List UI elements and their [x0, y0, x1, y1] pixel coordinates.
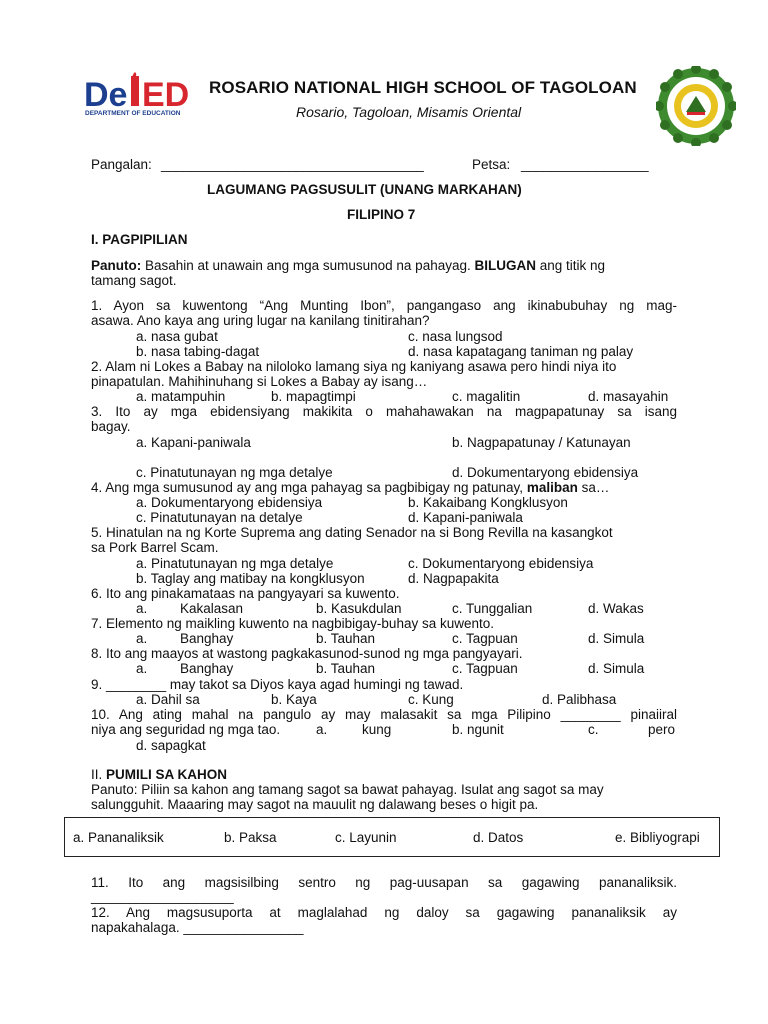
- q7-option-a-letter[interactable]: a.: [136, 631, 148, 646]
- q6-option-b[interactable]: b. Kasukdulan: [316, 601, 402, 616]
- q12-text-line2[interactable]: napakahalaga. ________________: [91, 920, 304, 935]
- q6-option-a[interactable]: Kakalasan: [180, 601, 244, 616]
- q3-option-c[interactable]: c. Pinatutunayan ng mga detalye: [136, 465, 333, 480]
- choice-a: a. Pananaliksik: [73, 830, 164, 845]
- choice-d: d. Datos: [473, 830, 524, 845]
- q5-text-line2: sa Pork Barrel Scam.: [91, 540, 219, 555]
- choice-c: c. Layunin: [335, 830, 397, 845]
- q5-text: 5. Hinatulan na ng Korte Suprema ang dating Senador na si Bong Revilla na kasangkot: [91, 525, 613, 540]
- instr-label: Panuto:: [91, 258, 142, 273]
- q2-option-d[interactable]: d. masayahin: [588, 389, 669, 404]
- school-name: ROSARIO NATIONAL HIGH SCHOOL OF TAGOLOAN: [209, 78, 637, 97]
- q10-option-c-letter[interactable]: c.: [588, 722, 599, 737]
- q1-option-b[interactable]: b. nasa tabing-dagat: [136, 344, 260, 359]
- q9-text: 9. ________ may takot sa Diyos kaya agad humingi ng tawad.: [91, 677, 464, 692]
- choice-b: b. Paksa: [224, 830, 277, 845]
- q4-option-d[interactable]: d. Kapani-paniwala: [408, 510, 523, 525]
- q9-option-b[interactable]: b. Kaya: [271, 692, 317, 707]
- q2-text-line2: pinapatulan. Mahihinuhang si Lokes a Babay ay isang…: [91, 374, 428, 389]
- q2-option-c[interactable]: c. magalitin: [452, 389, 521, 404]
- q7-option-b[interactable]: b. Tauhan: [316, 631, 376, 646]
- q4-option-a[interactable]: a. Dokumentaryong ebidensiya: [136, 495, 323, 510]
- part1-instructions-line2: tamang sagot.: [91, 273, 177, 288]
- q4-text-a: 4. Ang mga sumusunod ay ang mga pahayag sa pagbibigay ng patunay,: [91, 480, 527, 495]
- part2-instructions-line2: salungguhit. Maaaring may sagot na mauulit ng dalawang beses o higit pa.: [91, 797, 539, 812]
- q1-option-c[interactable]: c. nasa lungsod: [408, 329, 503, 344]
- q3-option-b[interactable]: b. Nagpapatunay / Katunayan: [452, 435, 631, 450]
- instr-emphasis: BILUGAN: [474, 258, 536, 273]
- q5-option-c[interactable]: c. Dokumentaryong ebidensiya: [408, 556, 594, 571]
- school-address: Rosario, Tagoloan, Misamis Oriental: [296, 104, 522, 120]
- q8-option-b[interactable]: b. Tauhan: [316, 661, 376, 676]
- q9-option-d[interactable]: d. Palibhasa: [542, 692, 617, 707]
- q7-option-d[interactable]: d. Simula: [588, 631, 645, 646]
- q2-text: 2. Alam ni Lokes a Babay na niloloko lamang siya ng kaniyang asawa pero hindi niya ito: [91, 359, 617, 374]
- q8-option-c[interactable]: c. Tagpuan: [452, 661, 518, 676]
- q1-text: 1. Ayon sa kuwentong “Ang Munting Ibon”, pangangaso ang ikinabubuhay ng mag-: [91, 298, 677, 313]
- q8-option-d[interactable]: d. Simula: [588, 661, 645, 676]
- choice-e: e. Bibliyograpi: [615, 830, 700, 845]
- name-field[interactable]: ___________________________________: [161, 157, 424, 172]
- q4-text: [91, 480, 609, 495]
- q4-emphasis: maliban: [526, 480, 578, 495]
- q5-option-b[interactable]: b. Taglay ang matibay na kongklusyon: [136, 571, 365, 586]
- q10-text: 10. Ang ating mahal na pangulo ay may malasakit sa mga Pilipino ________ pinaiiral: [91, 707, 677, 722]
- q5-option-a[interactable]: a. Pinatutunayan ng mga detalye: [136, 556, 334, 571]
- q1-option-d[interactable]: d. nasa kapatagang taniman ng palay: [408, 344, 634, 359]
- school-seal: [656, 66, 736, 146]
- q6-option-d[interactable]: d. Wakas: [588, 601, 644, 616]
- q6-option-a-letter[interactable]: a.: [136, 601, 148, 616]
- q7-option-c[interactable]: c. Tagpuan: [452, 631, 518, 646]
- q3-text-line2: bagay.: [91, 419, 131, 434]
- part1-heading: I. PAGPIPILIAN: [91, 232, 188, 247]
- q1-text-line2: asawa. Ano kaya ang uring lugar na kanilang tinitirahan?: [91, 313, 430, 328]
- exam-title: LAGUMANG PAGSUSULIT (UNANG MARKAHAN): [207, 182, 522, 197]
- q8-text: 8. Ito ang maayos at wastong pagkakasunod-sunod ng mga pangyayari.: [91, 646, 523, 661]
- instr-text-a: Basahin at unawain ang mga sumusunod na pahayag.: [141, 258, 475, 273]
- q3-option-a[interactable]: a. Kapani-paniwala: [136, 435, 251, 450]
- date-label: Petsa:: [472, 157, 511, 172]
- q6-text: 6. Ito ang pinakamataas na pangyayari sa kuwento.: [91, 586, 400, 601]
- q4-option-c[interactable]: c. Pinatutunayan na detalye: [136, 510, 303, 525]
- q8-option-a-letter[interactable]: a.: [136, 661, 148, 676]
- q5-option-d[interactable]: d. Nagpapakita: [408, 571, 499, 586]
- q6-option-c[interactable]: c. Tunggalian: [452, 601, 533, 616]
- part2-heading-text: PUMILI SA KAHON: [106, 767, 228, 782]
- q2-option-a[interactable]: a. matampuhin: [136, 389, 226, 404]
- q2-option-b[interactable]: b. mapagtimpi: [271, 389, 356, 404]
- q10-option-c[interactable]: pero: [648, 722, 676, 737]
- school-seal-icon: [656, 66, 736, 146]
- exam-subject: FILIPINO 7: [347, 207, 416, 222]
- q1-option-a[interactable]: a. nasa gubat: [136, 329, 218, 344]
- q11-answer-blank[interactable]: ___________________: [91, 889, 234, 904]
- q10-option-b[interactable]: b. ngunit: [452, 722, 504, 737]
- q9-option-a[interactable]: a. Dahil sa: [136, 692, 200, 707]
- date-field[interactable]: _________________: [521, 157, 649, 172]
- q10-option-a-letter[interactable]: a.: [316, 722, 328, 737]
- q10-option-d[interactable]: d. sapagkat: [136, 738, 206, 753]
- answer-choices-box: [64, 817, 720, 857]
- q11-text: 11. Ito ang magsisilbing sentro ng pag-uusapan sa gagawing pananaliksik.: [91, 875, 677, 890]
- q3-option-d[interactable]: d. Dokumentaryong ebidensiya: [452, 465, 639, 480]
- q3-text: 3. Ito ay mga ebidensiyang makikita o mahahawakan na magpapatunay sa isang: [91, 404, 677, 419]
- q10-option-a[interactable]: kung: [362, 722, 392, 737]
- deped-logo: [84, 70, 200, 124]
- q12-text: 12. Ang magsusuporta at maglalahad ng daloy sa gagawing pananaliksik ay: [91, 905, 677, 920]
- q9-option-c[interactable]: c. Kung: [408, 692, 454, 707]
- part2-instructions: Panuto: Piliin sa kahon ang tamang sagot sa bawat pahayag. Isulat ang sagot sa may: [91, 782, 604, 797]
- q4-text-c: sa…: [577, 480, 610, 495]
- part1-instructions: [91, 258, 605, 273]
- q7-text: 7. Elemento ng maikling kuwento na nagbibigay-buhay sa kuwento.: [91, 616, 495, 631]
- name-label: Pangalan:: [91, 157, 152, 172]
- q7-option-a[interactable]: Banghay: [180, 631, 234, 646]
- q8-option-a[interactable]: Banghay: [180, 661, 234, 676]
- part2-heading: [91, 767, 227, 782]
- deped-logo-subtext: DEPARTMENT OF EDUCATION: [85, 110, 181, 117]
- q10-text-line2: niya ang seguridad ng mga tao.: [91, 722, 281, 737]
- svg-text:ED: ED: [142, 76, 190, 114]
- part2-heading-num: II.: [91, 767, 107, 782]
- instr-text-c: ang titik ng: [536, 258, 606, 273]
- q4-option-b[interactable]: b. Kakaibang Kongklusyon: [408, 495, 568, 510]
- svg-text:De: De: [84, 76, 128, 114]
